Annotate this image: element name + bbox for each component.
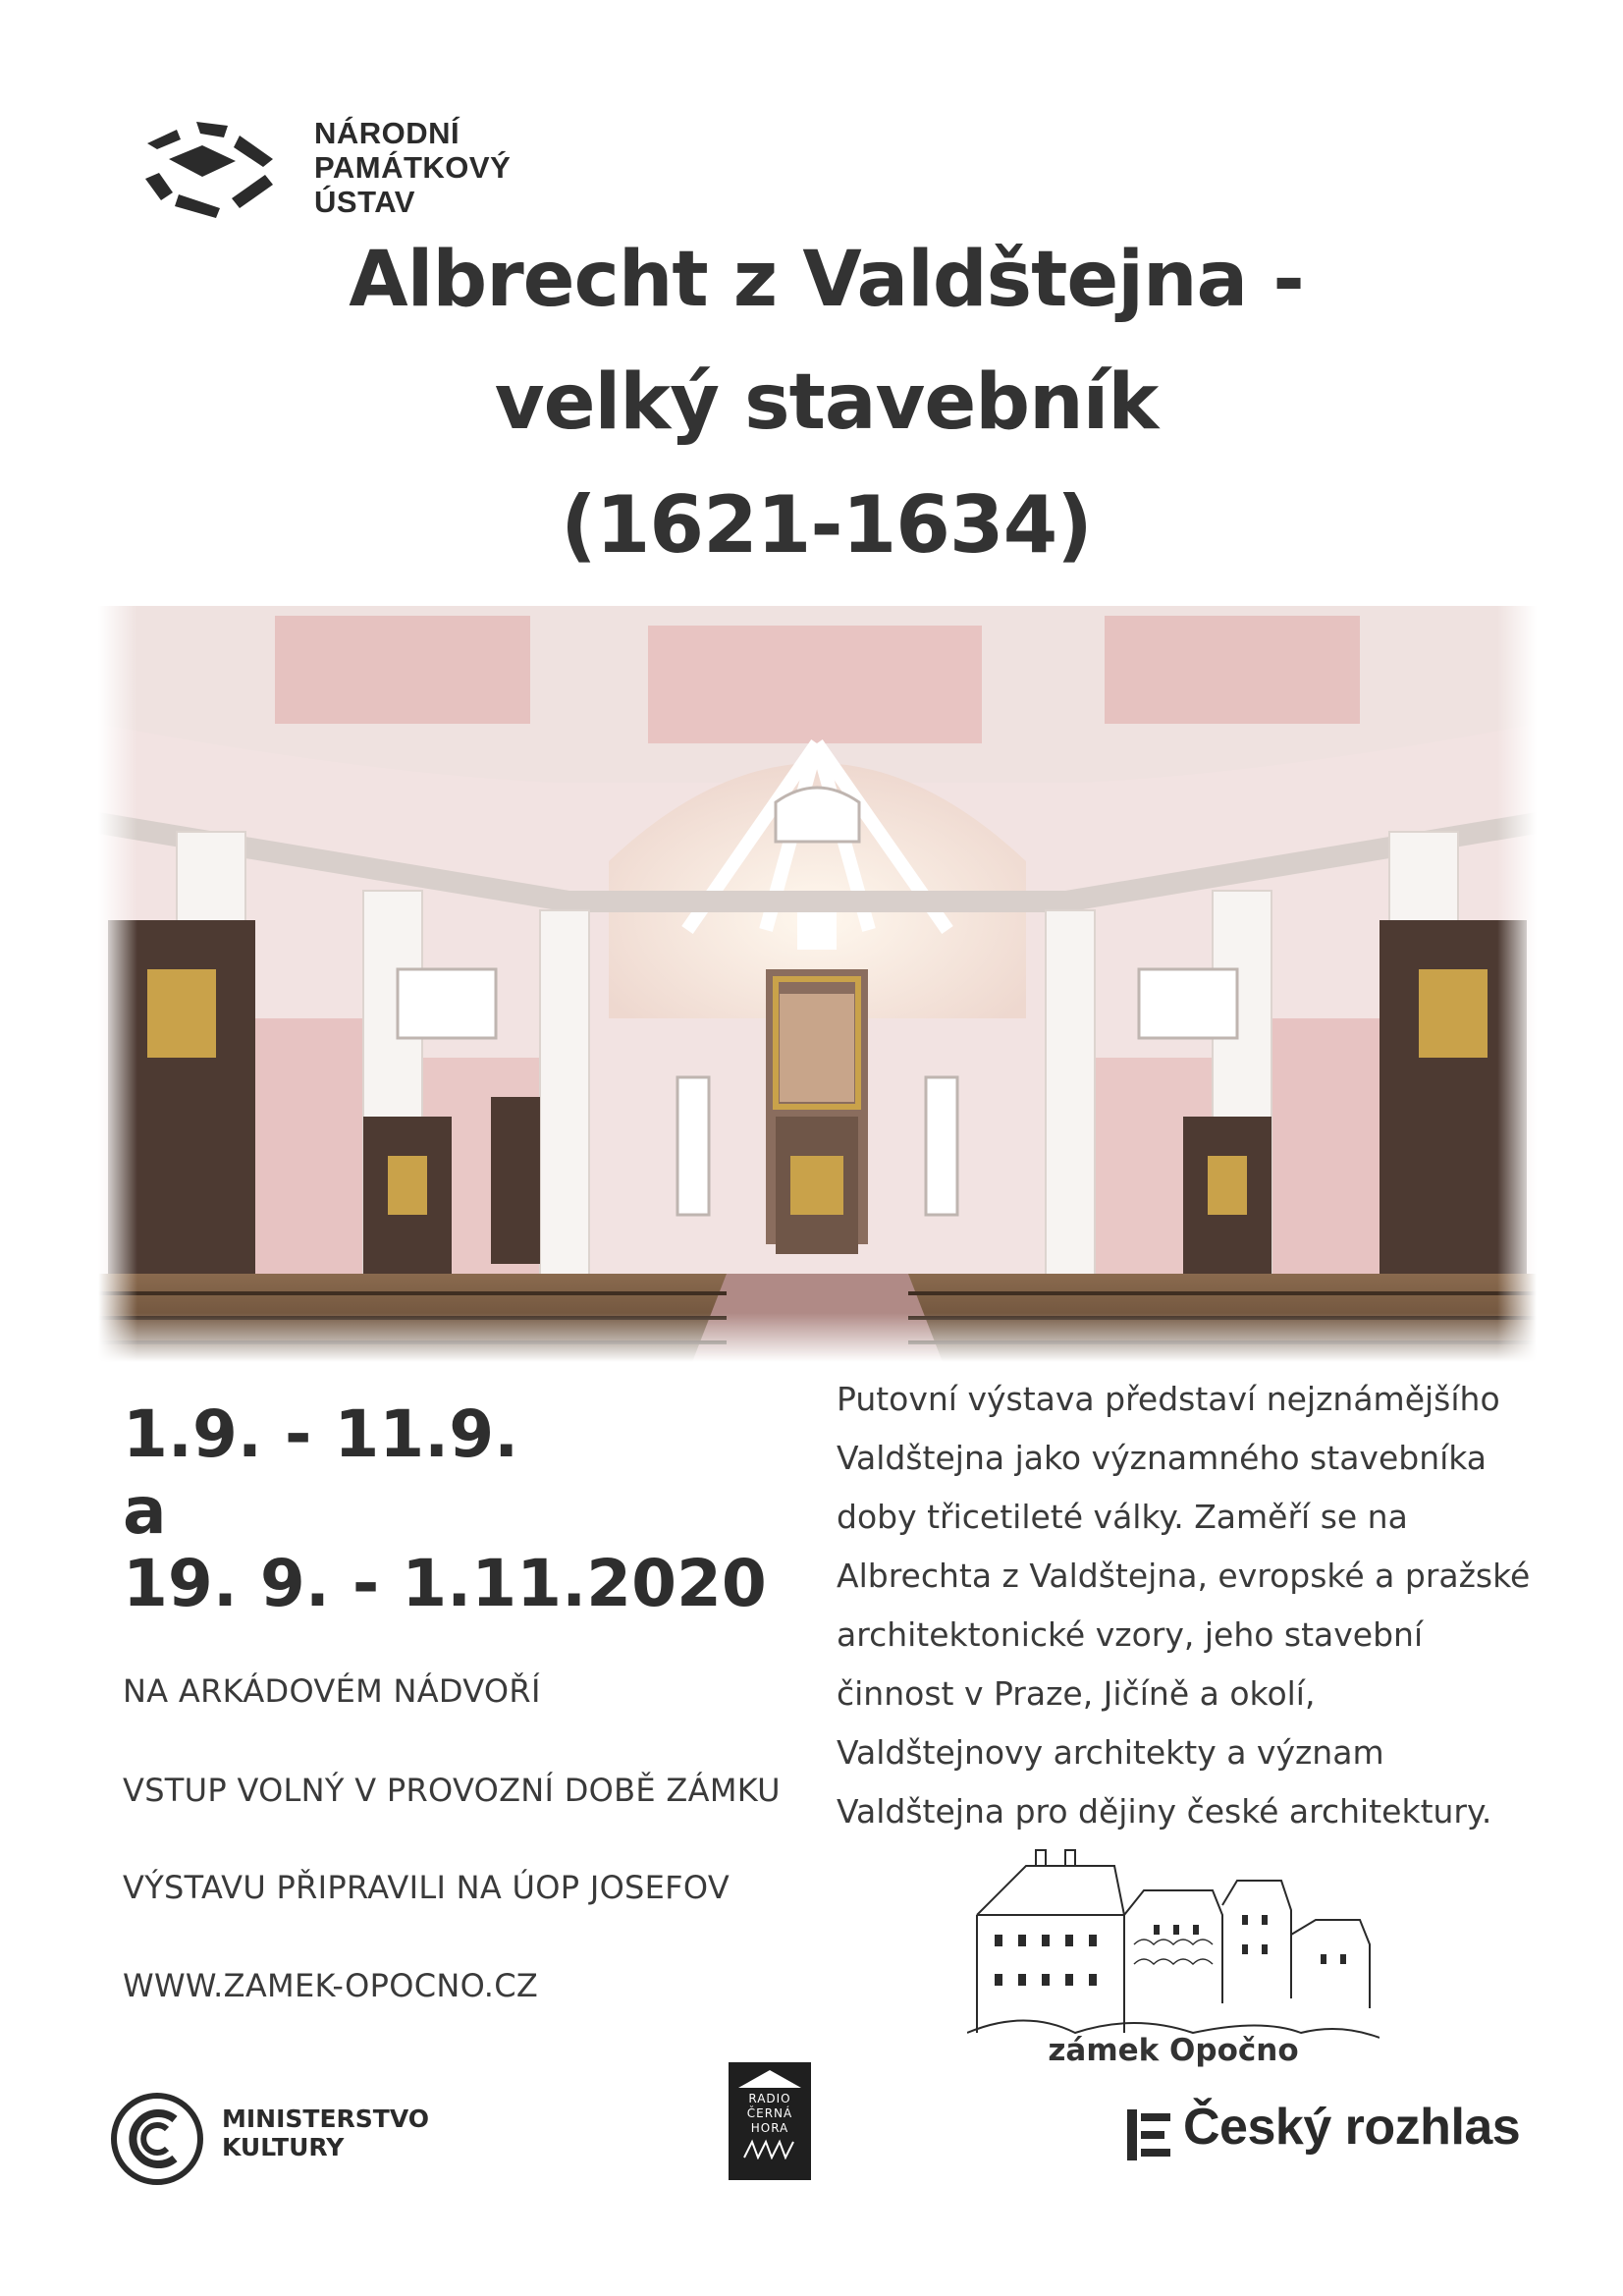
npu-line-3: ÚSTAV [314,185,415,219]
radio-line-3: HORA [750,2121,789,2135]
description-line: Valdštejnovy architekty a význam [837,1733,1384,1772]
info-website: WWW.ZAMEK-OPOCNO.CZ [123,1967,539,2004]
ministry-of-culture-icon [108,2090,206,2188]
description-line: Putovní výstava představí nejznámějšího [837,1380,1500,1418]
description-line: Valdštejna pro dějiny české architektury. [837,1792,1492,1831]
description-line: architektonické vzory, jeho stavební [837,1615,1424,1654]
cesky-rozhlas-text: Český rozhlas [1183,2099,1521,2156]
npu-logo-icon [137,116,285,224]
info-prepared-by: VÝSTAVU PŘIPRAVILI NA ÚOP JOSEFOV [123,1869,730,1906]
radio-cerna-hora-logo [729,2062,811,2180]
cesky-rozhlas-icon [1127,2109,1170,2160]
date-range-2: 19. 9. - 1.11.2020 [123,1546,767,1621]
castle-caption: zámek Opočno [1048,2033,1299,2068]
info-location: NA ARKÁDOVÉM NÁDVOŘÍ [123,1672,541,1710]
title-line-2: velký stavebník [494,358,1159,447]
info-entry: VSTUP VOLNÝ V PROVOZNÍ DOBĚ ZÁMKU [123,1772,781,1809]
title-line-1: Albrecht z Valdštejna - [349,236,1304,324]
description-line: činnost v Praze, Jičíně a okolí, [837,1674,1316,1713]
npu-logo-text [314,116,511,219]
npu-line-2: PAMÁTKOVÝ [314,150,512,185]
description-line: Albrechta z Valdštejna, evropské a pražské [837,1557,1531,1595]
ministry-line-2: KULTURY [222,2133,345,2161]
ministry-line-1: MINISTERSTVO [222,2105,430,2133]
church-interior-photo [98,606,1537,1362]
description-line: Valdštejna jako významného stavebníka [837,1439,1488,1477]
exhibition-description [837,1370,1543,1841]
ministry-of-culture-text [222,2105,429,2161]
npu-line-1: NÁRODNÍ [314,116,460,150]
description-line: doby třicetileté války. Zaměří se na [837,1498,1408,1536]
radio-line-1: RADIO [748,2092,791,2105]
date-conjunction: a [123,1473,167,1549]
date-range-1: 1.9. - 11.9. [123,1396,519,1472]
roof-icon [736,2068,803,2090]
title-line-3: (1621-1634) [561,479,1092,571]
radio-line-2: ČERNÁ [746,2106,793,2120]
castle-drawing-icon [967,1836,1380,2043]
wave-icon [742,2138,797,2159]
